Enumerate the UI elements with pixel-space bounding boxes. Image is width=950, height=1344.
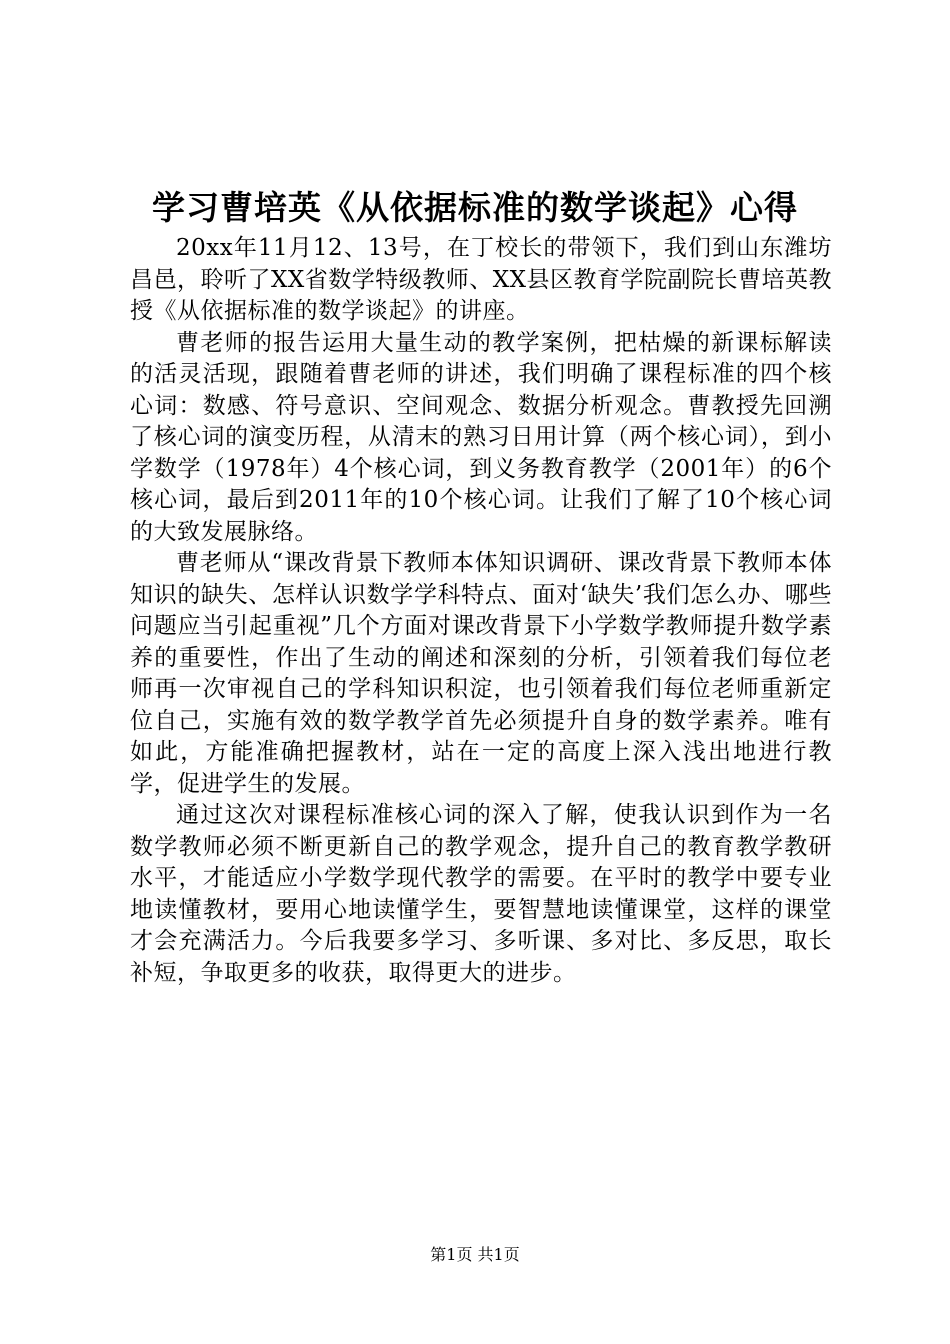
paragraph-intro: 20xx年11月12、13号，在丁校长的带领下，我们到山东潍坊昌邑，聆听了XX省数学特级教师、XX县区教育学院副院长曹培英教授《从依据标准的数学谈起》的讲座。 bbox=[130, 235, 832, 324]
paragraph-report: 曹老师的报告运用大量生动的教学案例，把枯燥的新课标解读的活灵活现，跟随着曹老师的讲述，我们明确了课程标准的四个核心词：数感、符号意识、空间观念、数据分析观念。曹教授先回溯了核心词的演变历程，从清末的熟习日用计算（两个核心词），到小学数学（1978年）4个核心词，到义务教育教学（2001年）的6个核心词，最后到2011年的10个核心词。让我们了解了10个核心词的大致发展脉络。 bbox=[130, 329, 832, 545]
document-body bbox=[130, 233, 832, 989]
page-number-footer: 第1页 共1页 bbox=[430, 1245, 520, 1264]
document-title: 学习曹培英《从依据标准的数学谈起》心得 bbox=[152, 188, 798, 227]
paragraph-conclusion: 通过这次对课程标准核心词的深入了解，使我认识到作为一名数学教师必须不断更新自己的教学观念，提升自己的教育教学教研水平，才能适应小学数学现代教学的需要。在平时的教学中要专业地读懂教材，要用心地读懂学生，要智慧地读懂课堂，这样的课堂才会充满活力。今后我要多学习、多听课、多对比、多反思，取长补短，争取更多的收获，取得更大的进步。 bbox=[130, 802, 832, 986]
paragraph-teacher-knowledge: 曹老师从“课改背景下教师本体知识调研、课改背景下教师本体知识的缺失、怎样认识数学学科特点、面对‘缺失’我们怎么办、哪些问题应当引起重视”几个方面对课改背景下小学数学教师提升数学素养的重要性，作出了生动的阐述和深刻的分析，引领着我们每位老师再一次审视自己的学科知识积淀，也引领着我们每位老师重新定位自己，实施有效的数学教学首先必须提升自身的数学素养。唯有如此，方能准确把握教材，站在一定的高度上深入浅出地进行教学，促进学生的发展。 bbox=[130, 550, 832, 797]
